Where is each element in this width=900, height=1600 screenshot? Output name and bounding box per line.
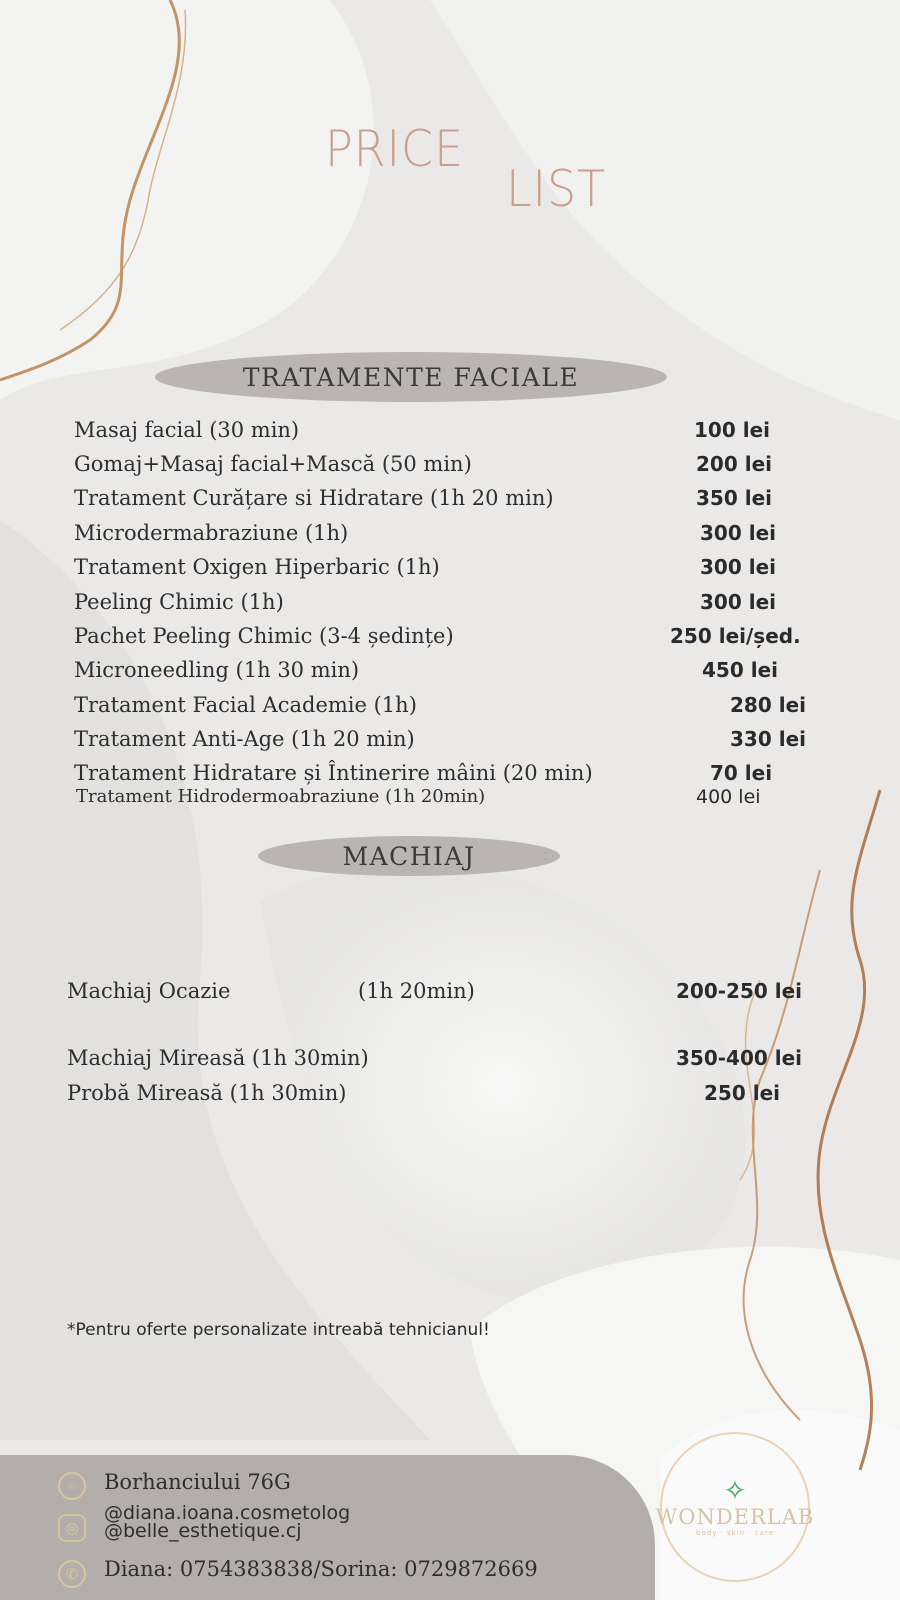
item-name: Probă Mireasă (1h 30min)	[67, 1081, 347, 1105]
item-name: Machiaj Mireasă (1h 30min)	[67, 1046, 369, 1070]
item-price: 300 lei	[700, 555, 776, 579]
item-name: Tratament Hidratare și Întinerire mâini (20 min)	[74, 761, 593, 785]
item-price: 400 lei	[696, 786, 761, 808]
title-price: PRICE	[325, 120, 465, 178]
dancer-icon: ✧	[723, 1474, 747, 1507]
section-heading-facial: TRATAMENTE FACIALE	[155, 352, 667, 402]
item-price: 100 lei	[694, 418, 770, 442]
item-duration: (1h 20min)	[358, 979, 475, 1003]
item-name: Tratament Anti-Age (1h 20 min)	[74, 727, 415, 751]
item-price: 250 lei/șed.	[670, 624, 801, 648]
location-icon: ⌾	[58, 1472, 86, 1500]
section-heading-makeup: MACHIAJ	[258, 836, 560, 876]
title-list: LIST	[506, 160, 607, 218]
logo-tagline: body · skin · care	[696, 1529, 774, 1537]
item-name: Tratament Hidrodermoabraziune (1h 20min)	[76, 786, 486, 807]
item-price: 300 lei	[700, 590, 776, 614]
footnote: *Pentru oferte personalizate intreabă tehnicianul!	[67, 1320, 490, 1340]
item-name: Machiaj Ocazie	[67, 979, 231, 1003]
item-name: Pachet Peeling Chimic (3-4 ședințe)	[74, 624, 454, 648]
item-price: 250 lei	[704, 1081, 780, 1105]
item-name: Microneedling (1h 30 min)	[74, 658, 360, 682]
wonderlab-logo	[655, 1432, 815, 1582]
logo-brand: WONDERLAB	[655, 1505, 815, 1529]
item-name: Tratament Facial Academie (1h)	[74, 693, 417, 717]
item-price: 450 lei	[702, 658, 778, 682]
item-price: 200-250 lei	[676, 979, 803, 1003]
item-name: Peeling Chimic (1h)	[74, 590, 284, 614]
instagram-icon[interactable]: ◎	[58, 1514, 86, 1542]
item-name: Gomaj+Masaj facial+Mască (50 min)	[74, 452, 472, 476]
address-text: Borhanciului 76G	[104, 1470, 291, 1494]
item-price: 300 lei	[700, 521, 776, 545]
item-name: Masaj facial (30 min)	[74, 418, 300, 442]
phone-numbers[interactable]: Diana: 0754383838/Sorina: 0729872669	[104, 1557, 538, 1581]
item-name: Microdermabraziune (1h)	[74, 521, 349, 545]
instagram-handle[interactable]: @belle_esthetique.cj	[104, 1520, 302, 1542]
item-name: Tratament Curățare si Hidratare (1h 20 min)	[74, 486, 554, 510]
item-price: 350-400 lei	[676, 1046, 803, 1070]
item-price: 70 lei	[710, 761, 773, 785]
item-price: 280 lei	[730, 693, 806, 717]
item-price: 330 lei	[730, 727, 806, 751]
whatsapp-icon[interactable]: ✆	[58, 1560, 86, 1588]
item-name: Tratament Oxigen Hiperbaric (1h)	[74, 555, 440, 579]
item-price: 200 lei	[696, 452, 772, 476]
instagram-handle[interactable]: @diana.ioana.cosmetolog	[104, 1502, 351, 1524]
item-price: 350 lei	[696, 486, 772, 510]
